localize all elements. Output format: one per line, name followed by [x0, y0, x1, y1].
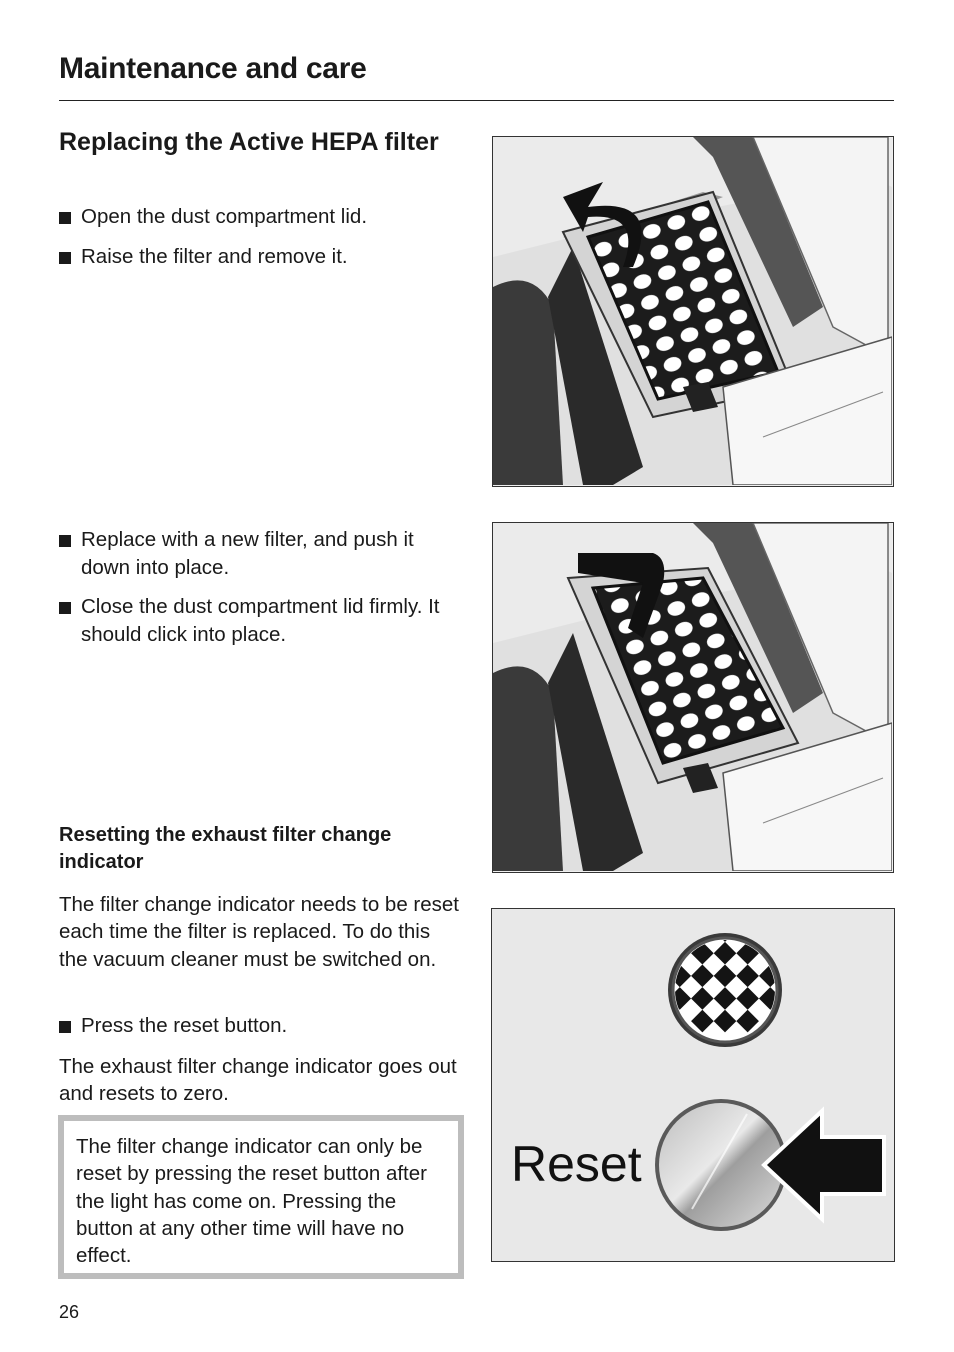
section-heading-reset-indicator: Resetting the exhaust filter change indicator	[59, 824, 392, 873]
note-text: The filter change indicator can only be reset by pressing the reset button after the light has come on. Pressing the button at any other time will have no effect.	[76, 1135, 427, 1268]
reset-panel-illustration	[491, 908, 895, 1262]
step-open-lid: Open the dust compartment lid.	[59, 203, 459, 231]
page-number: 26	[59, 1302, 80, 1322]
step-press-reset: Press the reset button.	[59, 1012, 459, 1040]
step-remove-filter: Raise the filter and remove it.	[59, 243, 459, 271]
filter-insertion-illustration	[492, 522, 894, 873]
filter-indicator-icon	[643, 909, 807, 1072]
reset-label: Reset	[511, 1136, 642, 1192]
bullet-square-icon	[59, 252, 71, 264]
bullet-square-icon	[59, 1021, 71, 1033]
filter-removal-illustration	[492, 136, 894, 487]
step-close-lid: Close the dust compartment lid firmly. It should click into place.	[59, 593, 459, 648]
reset-intro-text: The filter change indicator needs to be reset each time the filter is replaced. To do this the vacuum cleaner must be switched on.	[59, 893, 459, 971]
step-replace-filter: Replace with a new filter, and push it down into place.	[59, 526, 459, 581]
page-section-title: Maintenance and care	[59, 52, 367, 85]
bullet-square-icon	[59, 535, 71, 547]
bullet-square-icon	[59, 602, 71, 614]
note-box	[58, 1115, 464, 1279]
reset-result-text: The exhaust filter change indicator goes out and resets to zero.	[59, 1055, 457, 1106]
bullet-square-icon	[59, 212, 71, 224]
arrow-left-icon	[764, 1111, 884, 1219]
section-heading-replace-filter: Replacing the Active HEPA filter	[59, 128, 439, 156]
header-divider	[59, 100, 894, 101]
